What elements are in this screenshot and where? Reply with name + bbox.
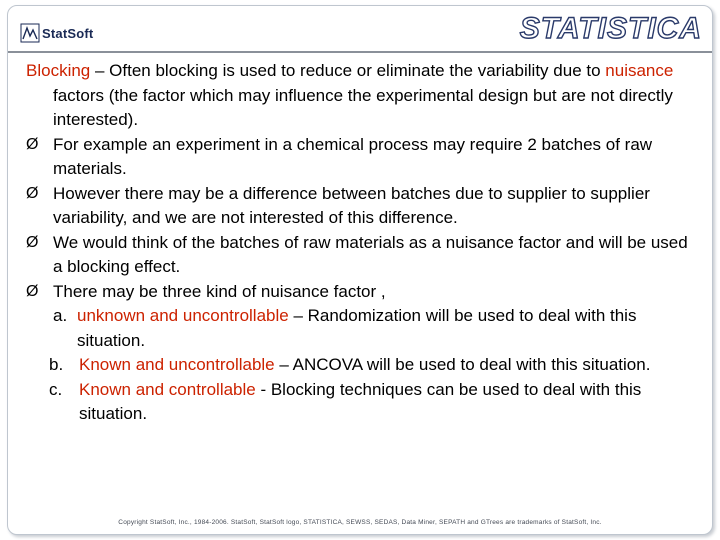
sub-item-text: – Randomization will be used to deal with this situation.	[77, 306, 637, 350]
sub-item-text: – ANCOVA will be used to deal with this situation.	[274, 355, 651, 374]
arrow-bullet-icon: Ø	[26, 233, 39, 251]
sub-item	[26, 353, 696, 378]
bullet-item	[26, 231, 696, 280]
slide	[7, 5, 713, 535]
term-nuisance: nuisance	[605, 61, 674, 80]
slide-body	[26, 59, 696, 427]
sub-item	[26, 378, 696, 427]
arrow-bullet-icon: Ø	[26, 135, 39, 153]
sub-item-letter: c.	[49, 379, 63, 399]
intro-text-1: – Often blocking is used to reduce or eliminate the variability due to	[90, 61, 606, 80]
sub-item-letter: a.	[53, 306, 68, 325]
term-blocking: Blocking	[26, 61, 91, 80]
statistica-logo	[446, 10, 706, 49]
statsoft-wordmark: StatSoft	[42, 25, 94, 41]
sub-item-body	[79, 378, 696, 427]
sub-item-text: - Blocking techniques can be used to deal with this situation.	[79, 379, 642, 423]
intro-paragraph	[26, 59, 696, 133]
bullet-item	[26, 182, 696, 231]
bullet-text: There may be three kind of nuisance factor ,	[53, 281, 386, 301]
bullet-text: However there may be a difference between batches due to supplier to supplier variability, and we are not interested of this difference.	[53, 183, 650, 227]
arrow-bullet-icon: Ø	[26, 184, 39, 202]
header-divider	[8, 51, 712, 53]
sub-item	[26, 304, 696, 353]
statsoft-mark-icon	[20, 23, 40, 43]
bullet-text: We would think of the batches of raw materials as a nuisance factor and will be used a blocking effect.	[53, 232, 688, 276]
sub-item-letter: b.	[49, 355, 64, 374]
sub-item-term: Known and uncontrollable	[79, 355, 275, 374]
sub-item-body	[77, 304, 696, 353]
arrow-bullet-icon: Ø	[26, 282, 39, 300]
sub-item-term: Known and controllable	[79, 379, 256, 399]
sub-item-term: unknown and uncontrollable	[77, 306, 289, 325]
copyright-footer: Copyright StatSoft, Inc., 1984-2006. StatSoft, StatSoft logo, STATISTICA, SEWSS, SEDAS, Data Miner, SEPATH and GTrees are trademarks of StatSoft, Inc.	[118, 519, 602, 526]
bullet-text: For example an experiment in a chemical process may require 2 batches of raw materials.	[53, 134, 653, 178]
bullet-item	[26, 133, 696, 182]
sub-item-body	[79, 353, 696, 378]
bullet-item	[26, 280, 696, 305]
statsoft-logo	[20, 20, 93, 46]
svg-text:STATISTICA: STATISTICA	[519, 12, 702, 44]
intro-text-2: factors (the factor which may influence the experimental design but are not directly interested).	[53, 85, 673, 129]
statistica-wordmark	[446, 10, 706, 44]
